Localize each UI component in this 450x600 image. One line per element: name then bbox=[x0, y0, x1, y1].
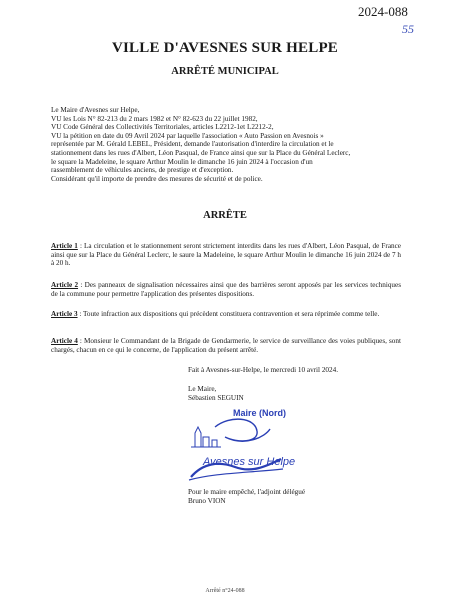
document-type: ARRÊTÉ MUNICIPAL bbox=[171, 66, 279, 77]
article-text: : Des panneaux de signalisation nécessaires ainsi que des barrières seront apposés par les services techniques de la commune pour permettre l'application des présentes dispositions. bbox=[51, 281, 401, 298]
article-text: : Monsieur le Commandant de la Brigade de Gendarmerie, le service de surveillance des voies publiques, sont chargés, chacun en ce qui le concerne, de l'application du présent arrêté. bbox=[51, 337, 401, 354]
decree-heading: ARRÊTE bbox=[203, 210, 247, 221]
article-1 bbox=[51, 242, 401, 268]
article-label: Article 3 bbox=[51, 310, 78, 318]
place-and-date: Fait à Avesnes-sur-Helpe, le mercredi 10 avril 2024. bbox=[188, 366, 339, 374]
handwritten-number: 55 bbox=[402, 22, 414, 36]
delegate-name: Bruno VION bbox=[188, 496, 226, 505]
signature-scribble bbox=[215, 419, 270, 441]
stamp-top-text: Maire (Nord) bbox=[233, 408, 287, 418]
article-4 bbox=[51, 337, 401, 354]
preamble bbox=[51, 106, 381, 183]
preamble-line: VU Code Général des Collectivités Territoriales, articles L2212-1et L2212-2, bbox=[51, 123, 274, 132]
delegation bbox=[188, 488, 305, 505]
preamble-line: Considérant qu'il importe de prendre des mesures de sécurité et de police. bbox=[51, 174, 263, 183]
signatory bbox=[188, 385, 244, 403]
document-reference: 2024-088 bbox=[358, 4, 408, 19]
preamble-line: le square la Madeleine, le square Arthur Moulin le dimanche 16 juin 2024 à l'occasion d'un bbox=[51, 157, 313, 166]
preamble-line: stationnement dans les rues d'Albert, Léon Pasqual, de France ainsi que sur la Place du Général Leclerc, bbox=[51, 148, 351, 157]
preamble-line: représentée par M. Gérald LEBEL, Président, demande l'autorisation d'interdire la circulation et le bbox=[51, 140, 334, 149]
page-footer: Arrêté n°24-088 bbox=[205, 588, 245, 594]
article-2 bbox=[51, 281, 401, 298]
preamble-line: VU les Lois N° 82-213 du 2 mars 1982 et N° 82-623 du 22 juillet 1982, bbox=[51, 114, 258, 123]
signatory-name: Sébastien SEGUIN bbox=[188, 394, 244, 402]
preamble-line: VU la pétition en date du 09 Avril 2024 par laquelle l'association « Auto Passion en Avesnois » bbox=[51, 131, 324, 140]
preamble-line: Le Maire d'Avesnes sur Helpe, bbox=[51, 106, 140, 114]
municipal-stamp bbox=[185, 407, 296, 487]
article-text: : Toute infraction aux dispositions qui précèdent constituera contravention et sera réprimée comme telle. bbox=[77, 310, 380, 318]
article-text: : La circulation et le stationnement seront strictement interdits dans les rues d'Albert, Léon Pasqual, de France ainsi que sur la Place du Général Leclerc, le saure la Madeleine, le square Arthur Moulin le dimanche 16 juin 2024 de 7 h à 20 h. bbox=[51, 242, 401, 268]
signatory-title: Le Maire, bbox=[188, 385, 217, 393]
stamp-bottom-text: Avesnes sur Helpe bbox=[203, 456, 296, 468]
article-label: Article 1 bbox=[51, 242, 78, 250]
delegation-line: Pour le maire empêché, l'adjoint délégué bbox=[188, 488, 306, 496]
page-title: VILLE D'AVESNES SUR HELPE bbox=[111, 40, 339, 56]
town-emblem-icon bbox=[191, 427, 221, 447]
article-label: Article 4 bbox=[51, 337, 78, 345]
preamble-line: rassemblement de véhicules anciens, de prestige et d'exception. bbox=[51, 166, 234, 175]
article-3 bbox=[51, 310, 401, 319]
article-label: Article 2 bbox=[51, 281, 79, 289]
